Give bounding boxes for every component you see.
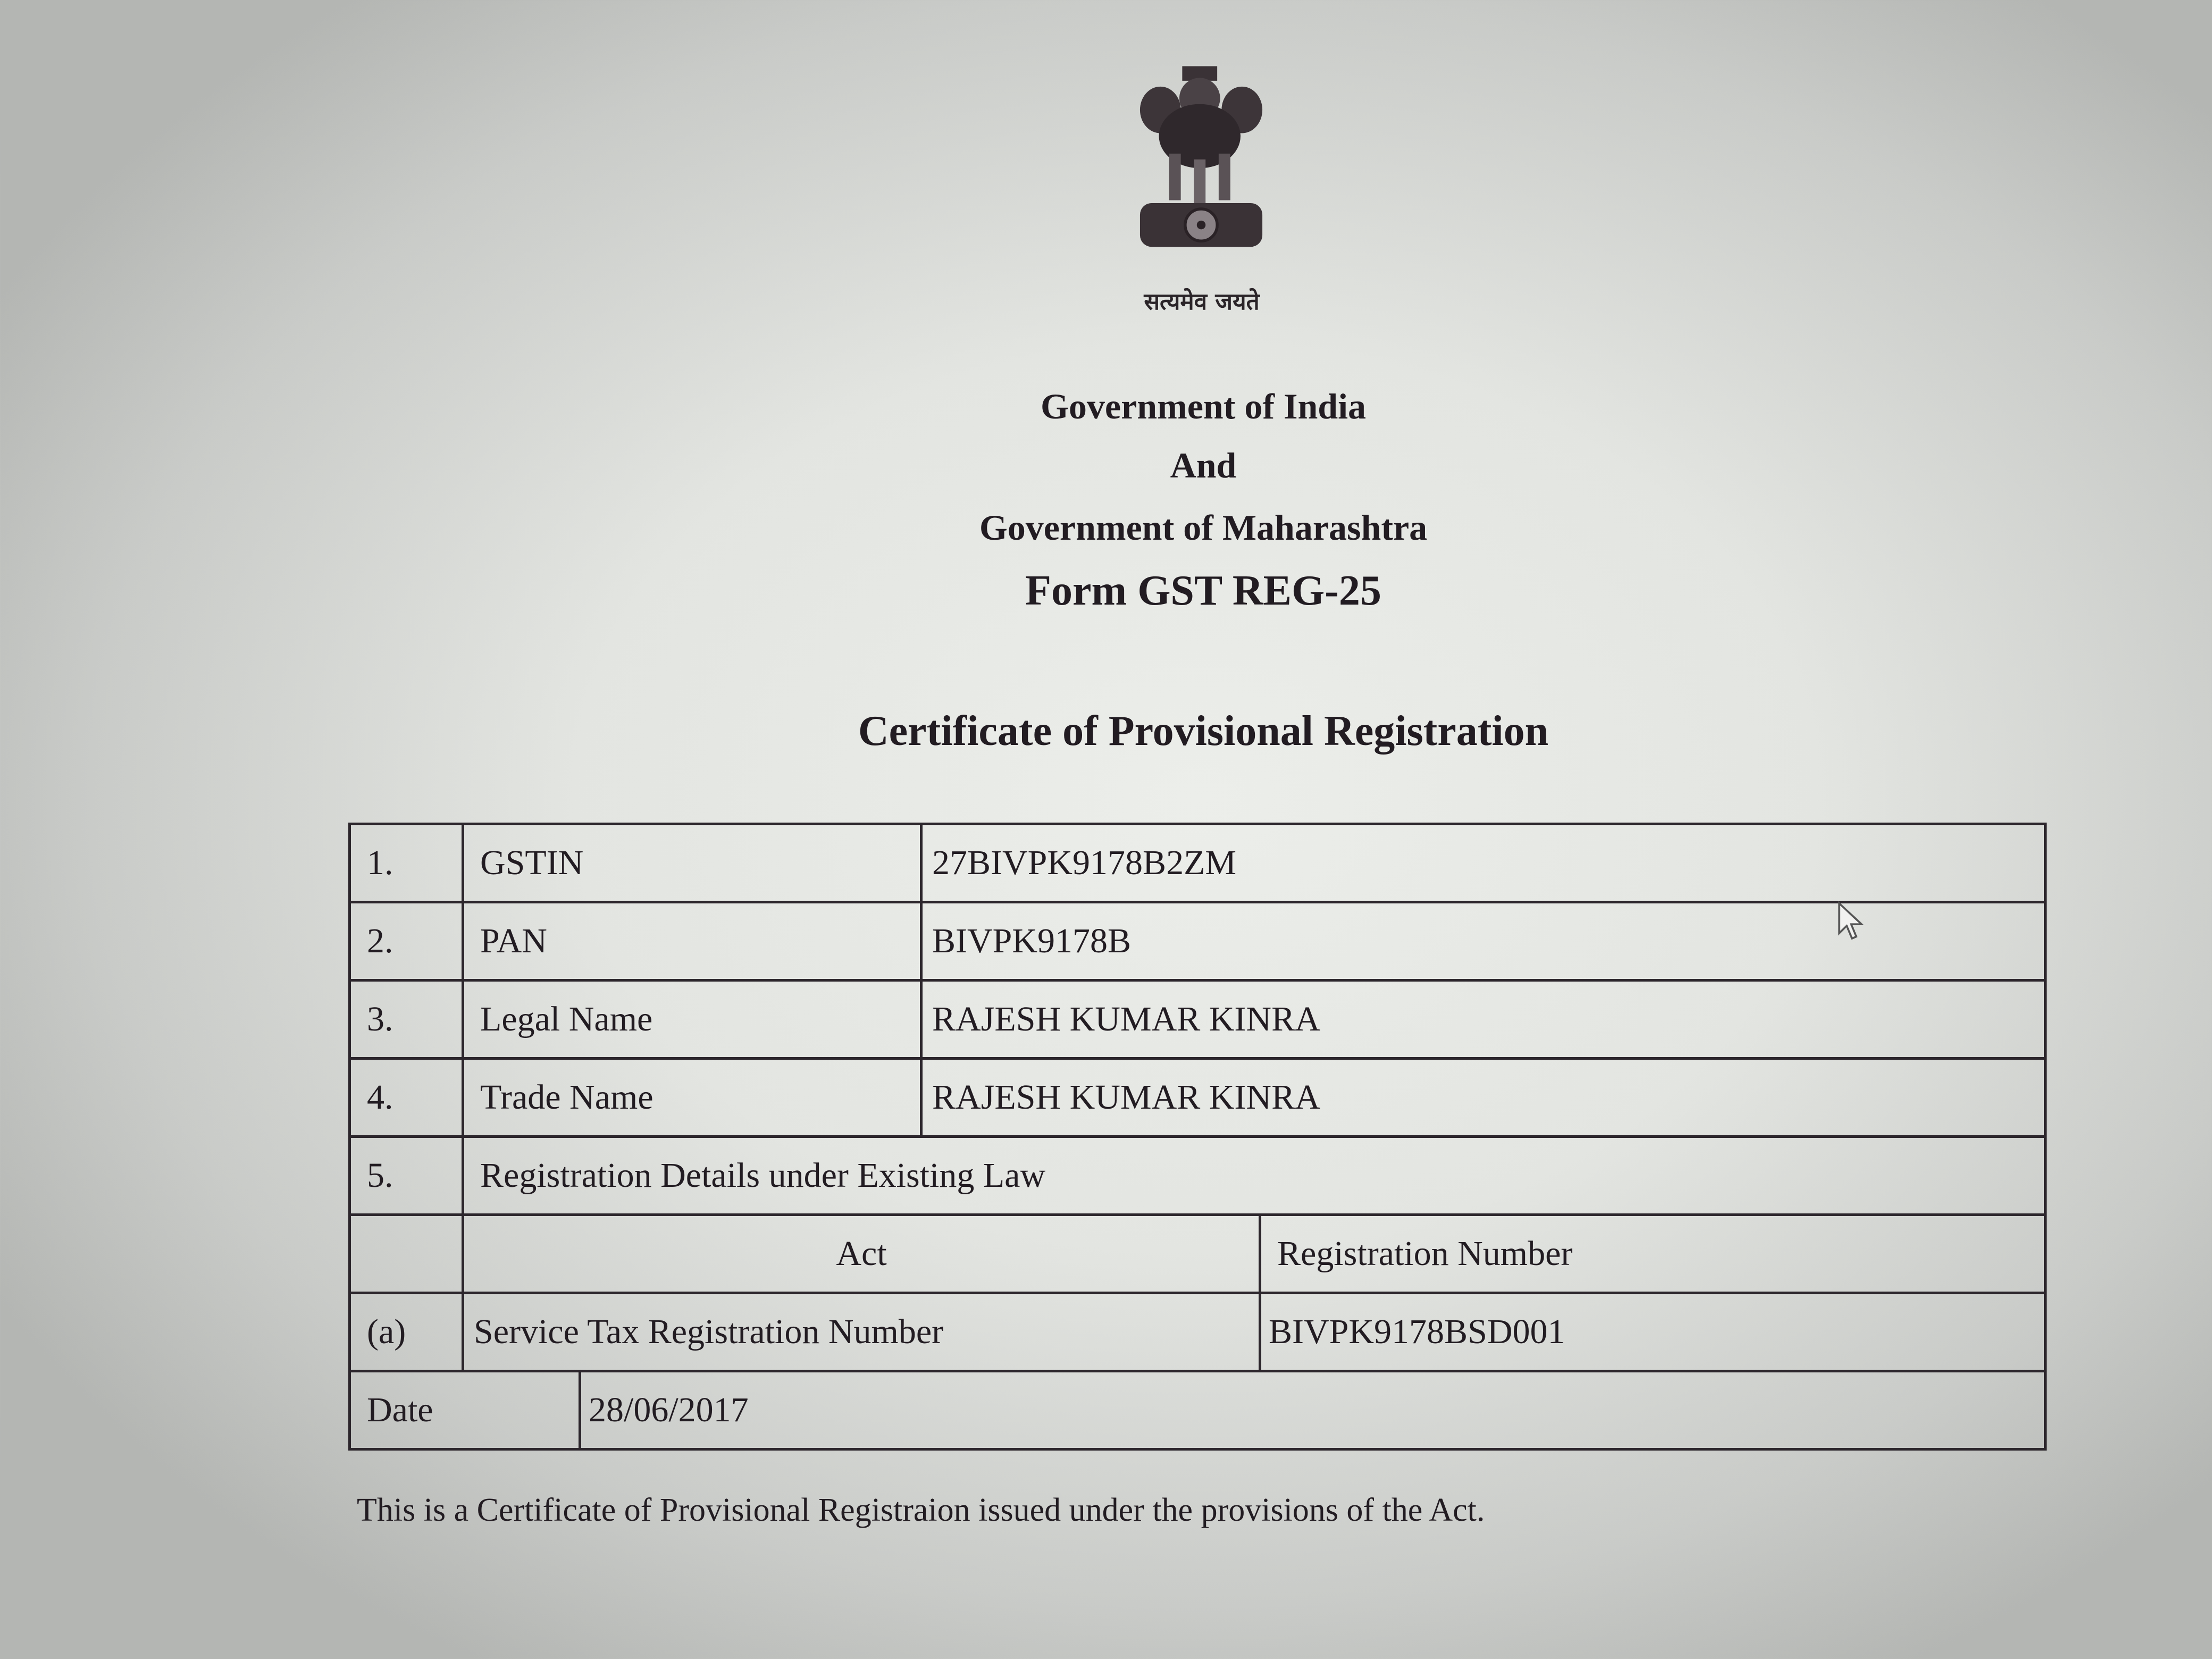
registration-number-value: BIVPK9178BSD001 xyxy=(1260,1293,2046,1371)
certificate-title: Certificate of Provisional Registration xyxy=(858,708,1549,755)
row-number: 5. xyxy=(350,1137,463,1215)
gstin-value: 27BIVPK9178B2ZM xyxy=(921,824,2046,902)
trade-name-value: RAJESH KUMAR KINRA xyxy=(921,1059,2046,1137)
row-number: 2. xyxy=(350,902,463,981)
table-row xyxy=(350,1371,2046,1449)
row-label: Trade Name xyxy=(463,1059,921,1137)
date-value: 28/06/2017 xyxy=(580,1371,2046,1449)
header-and: And xyxy=(1170,445,1237,485)
header-government-of-maharashtra: Government of Maharashtra xyxy=(979,507,1428,548)
act-header: Act xyxy=(463,1215,1260,1293)
header-government-of-india: Government of India xyxy=(1041,386,1366,426)
emblem-motto: सत्यमेव जयते xyxy=(1144,288,1260,315)
act-value: Service Tax Registration Number xyxy=(463,1293,1260,1371)
national-emblem-icon xyxy=(1128,63,1274,276)
pan-value: BIVPK9178B xyxy=(921,902,2046,981)
footer-note: This is a Certificate of Provisional Registraion issued under the provisions of the Act. xyxy=(357,1492,1485,1528)
registration-table xyxy=(348,823,2047,1451)
table-row xyxy=(350,1293,2046,1371)
table-subheader-row xyxy=(350,1215,2046,1293)
table-row xyxy=(350,981,2046,1059)
legal-name-value: RAJESH KUMAR KINRA xyxy=(921,981,2046,1059)
date-label: Date xyxy=(350,1371,580,1449)
row-number: (a) xyxy=(350,1293,463,1371)
section-label: Registration Details under Existing Law xyxy=(463,1137,2046,1215)
row-label: Legal Name xyxy=(463,981,921,1059)
empty-cell xyxy=(350,1215,463,1293)
row-number: 1. xyxy=(350,824,463,902)
form-title: Form GST REG-25 xyxy=(1025,567,1381,614)
table-row xyxy=(350,1059,2046,1137)
row-label: GSTIN xyxy=(463,824,921,902)
row-label: PAN xyxy=(463,902,921,981)
row-number: 3. xyxy=(350,981,463,1059)
table-row xyxy=(350,824,2046,902)
registration-number-header: Registration Number xyxy=(1260,1215,2046,1293)
table-row xyxy=(350,902,2046,981)
mouse-cursor-icon xyxy=(1837,901,1867,944)
table-row xyxy=(350,1137,2046,1215)
row-number: 4. xyxy=(350,1059,463,1137)
